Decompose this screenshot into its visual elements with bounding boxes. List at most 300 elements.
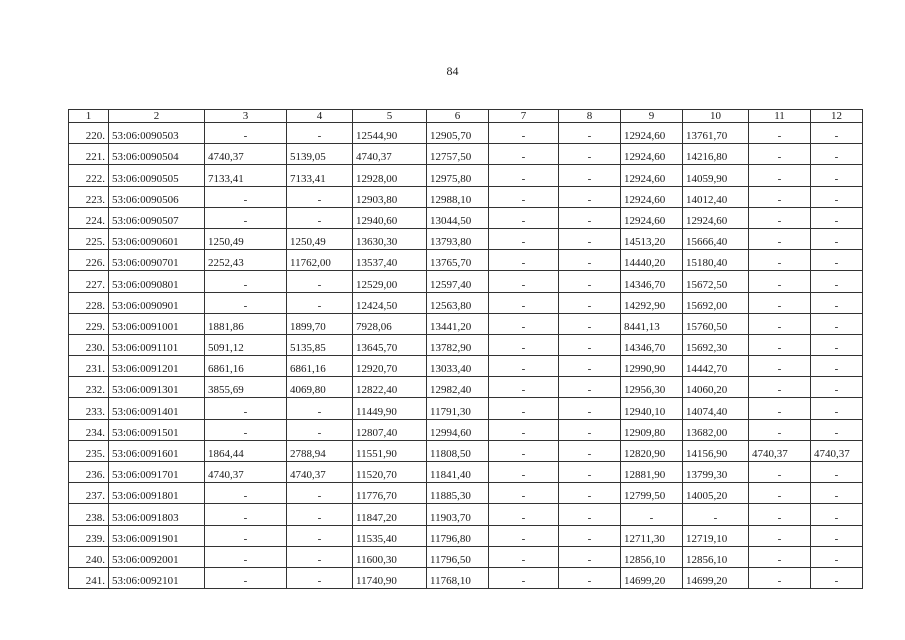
value-cell: 15692,00 [683,292,749,313]
value-cell: - [559,440,621,461]
value-cell: 1250,49 [205,228,287,249]
value-cell: - [287,546,353,567]
value-cell: - [489,377,559,398]
value-cell: 12975,80 [427,165,489,186]
value-cell: - [489,440,559,461]
value-cell: - [559,546,621,567]
value-cell: - [489,398,559,419]
value-cell: - [287,504,353,525]
value-cell: - [559,271,621,292]
value-cell: - [205,483,287,504]
value-cell: - [749,483,811,504]
value-cell: - [489,567,559,588]
value-cell: - [811,207,863,228]
cadastral-code-cell: 53:06:0091001 [109,313,205,334]
value-cell: - [811,186,863,207]
row-number-cell: 230. [69,334,109,355]
header-row [69,110,863,123]
value-cell: - [489,483,559,504]
value-cell: 14074,40 [683,398,749,419]
value-cell: - [749,419,811,440]
value-cell: - [489,546,559,567]
cadastral-code-cell: 53:06:0091701 [109,462,205,483]
row-number-cell: 222. [69,165,109,186]
column-header: 1 [69,110,109,123]
value-cell: 12544,90 [353,123,427,144]
value-cell: 12924,60 [621,165,683,186]
row-number-cell: 229. [69,313,109,334]
value-cell: 13682,00 [683,419,749,440]
value-cell: - [489,186,559,207]
value-cell: - [749,504,811,525]
column-header: 3 [205,110,287,123]
value-cell: 12719,10 [683,525,749,546]
value-cell: 12597,40 [427,271,489,292]
table-row [69,419,863,440]
value-cell: 15180,40 [683,250,749,271]
cadastral-code-cell: 53:06:0090901 [109,292,205,313]
cadastral-code-cell: 53:06:0090601 [109,228,205,249]
value-cell: - [205,504,287,525]
value-cell: 14442,70 [683,356,749,377]
value-cell: - [749,377,811,398]
value-cell: 13765,70 [427,250,489,271]
value-cell: 15760,50 [683,313,749,334]
row-number-cell: 231. [69,356,109,377]
value-cell: - [749,567,811,588]
value-cell: - [489,292,559,313]
value-cell: - [811,250,863,271]
value-cell: - [749,525,811,546]
column-header: 9 [621,110,683,123]
value-cell: 13033,40 [427,356,489,377]
row-number-cell: 236. [69,462,109,483]
value-cell: - [287,398,353,419]
value-cell: 11600,30 [353,546,427,567]
value-cell: 5135,85 [287,334,353,355]
value-cell: 11768,10 [427,567,489,588]
table-row [69,292,863,313]
cadastral-code-cell: 53:06:0090701 [109,250,205,271]
cadastral-code-cell: 53:06:0090503 [109,123,205,144]
column-header: 10 [683,110,749,123]
cadastral-code-cell: 53:06:0090507 [109,207,205,228]
value-cell: 12424,50 [353,292,427,313]
row-number-cell: 238. [69,504,109,525]
value-cell: - [205,123,287,144]
value-cell: 11885,30 [427,483,489,504]
value-cell: - [489,313,559,334]
value-cell: - [205,207,287,228]
value-cell: - [811,356,863,377]
column-header: 5 [353,110,427,123]
table-row [69,165,863,186]
cadastral-code-cell: 53:06:0092101 [109,567,205,588]
value-cell: 11847,20 [353,504,427,525]
value-cell: 7133,41 [287,165,353,186]
value-cell: 2788,94 [287,440,353,461]
cadastral-code-cell: 53:06:0091803 [109,504,205,525]
value-cell: - [205,419,287,440]
value-cell: - [559,313,621,334]
value-cell: 12924,60 [683,207,749,228]
value-cell: 13044,50 [427,207,489,228]
value-cell: 6861,16 [287,356,353,377]
value-cell: - [205,271,287,292]
value-cell: - [749,271,811,292]
value-cell: 5139,05 [287,144,353,165]
value-cell: 11776,70 [353,483,427,504]
row-number-cell: 232. [69,377,109,398]
value-cell: 13645,70 [353,334,427,355]
value-cell: 14699,20 [683,567,749,588]
value-cell: 11903,70 [427,504,489,525]
table-row [69,504,863,525]
value-cell: 15666,40 [683,228,749,249]
value-cell: - [749,165,811,186]
value-cell: - [489,419,559,440]
value-cell: 7133,41 [205,165,287,186]
value-cell: 13630,30 [353,228,427,249]
value-cell: 12757,50 [427,144,489,165]
value-cell: 4740,37 [811,440,863,461]
value-cell: - [811,165,863,186]
value-cell: 12920,70 [353,356,427,377]
value-cell: - [811,271,863,292]
value-cell: - [489,228,559,249]
value-cell: 1250,49 [287,228,353,249]
value-cell: - [205,186,287,207]
value-cell: - [489,165,559,186]
value-cell: 14216,80 [683,144,749,165]
value-cell: 14005,20 [683,483,749,504]
value-cell: - [489,525,559,546]
value-cell: 12881,90 [621,462,683,483]
value-cell: 12940,60 [353,207,427,228]
value-cell: 14513,20 [621,228,683,249]
column-header: 7 [489,110,559,123]
value-cell: 15692,30 [683,334,749,355]
cadastral-code-cell: 53:06:0091601 [109,440,205,461]
value-cell: 12988,10 [427,186,489,207]
value-cell: 11740,90 [353,567,427,588]
value-cell: 14156,90 [683,440,749,461]
value-cell: 4740,37 [205,462,287,483]
value-cell: 12856,10 [621,546,683,567]
value-cell: - [559,292,621,313]
value-cell: - [205,546,287,567]
value-cell: - [489,271,559,292]
value-cell: 12903,80 [353,186,427,207]
value-cell: - [489,123,559,144]
value-cell: - [811,292,863,313]
value-cell: - [559,228,621,249]
value-cell: 14440,20 [621,250,683,271]
value-cell: 12994,60 [427,419,489,440]
row-number-cell: 226. [69,250,109,271]
table-row [69,462,863,483]
table-row [69,313,863,334]
value-cell: 4740,37 [353,144,427,165]
value-cell: - [749,398,811,419]
cadastral-code-cell: 53:06:0091201 [109,356,205,377]
value-cell: - [749,334,811,355]
value-cell: 11841,40 [427,462,489,483]
table-row [69,483,863,504]
cadastral-code-cell: 53:06:0092001 [109,546,205,567]
table-row [69,271,863,292]
table-row [69,334,863,355]
value-cell: - [287,123,353,144]
row-number-cell: 240. [69,546,109,567]
value-cell: - [749,186,811,207]
value-cell: 4069,80 [287,377,353,398]
table-row [69,356,863,377]
value-cell: 11796,50 [427,546,489,567]
value-cell: - [811,567,863,588]
value-cell: 14060,20 [683,377,749,398]
value-cell: - [683,504,749,525]
value-cell: - [287,292,353,313]
value-cell: 12856,10 [683,546,749,567]
value-cell: 11520,70 [353,462,427,483]
value-cell: 14346,70 [621,271,683,292]
value-cell: 12990,90 [621,356,683,377]
value-cell: - [559,419,621,440]
value-cell: - [749,250,811,271]
value-cell: 13441,20 [427,313,489,334]
value-cell: - [205,525,287,546]
row-number-cell: 237. [69,483,109,504]
value-cell: - [559,334,621,355]
value-cell: 14012,40 [683,186,749,207]
value-cell: - [811,377,863,398]
value-cell: - [811,419,863,440]
value-cell: - [489,504,559,525]
value-cell: 12982,40 [427,377,489,398]
value-cell: - [287,186,353,207]
column-header: 8 [559,110,621,123]
value-cell: - [489,144,559,165]
table-row [69,250,863,271]
value-cell: - [749,123,811,144]
value-cell: - [559,250,621,271]
value-cell: - [287,567,353,588]
value-cell: - [749,207,811,228]
value-cell: - [811,483,863,504]
value-cell: 13782,90 [427,334,489,355]
value-cell: - [811,123,863,144]
value-cell: 12956,30 [621,377,683,398]
value-cell: 3855,69 [205,377,287,398]
value-cell: - [811,546,863,567]
column-header: 6 [427,110,489,123]
value-cell: 1899,70 [287,313,353,334]
value-cell: - [559,165,621,186]
value-cell: 12940,10 [621,398,683,419]
cadastral-code-cell: 53:06:0090506 [109,186,205,207]
value-cell: - [749,144,811,165]
value-cell: 13793,80 [427,228,489,249]
value-cell: 12928,00 [353,165,427,186]
value-cell: - [559,207,621,228]
row-number-cell: 224. [69,207,109,228]
table-row [69,377,863,398]
cadastral-code-cell: 53:06:0090801 [109,271,205,292]
value-cell: 11762,00 [287,250,353,271]
value-cell: - [749,292,811,313]
value-cell: 6861,16 [205,356,287,377]
value-cell: - [489,207,559,228]
value-cell: 11808,50 [427,440,489,461]
table-row [69,186,863,207]
value-cell: - [559,186,621,207]
cadastral-value-table [68,109,863,589]
value-cell: - [811,313,863,334]
value-cell: - [559,567,621,588]
value-cell: - [811,398,863,419]
value-cell: 4740,37 [749,440,811,461]
value-cell: 12909,80 [621,419,683,440]
table-row [69,546,863,567]
value-cell: 4740,37 [287,462,353,483]
value-cell: - [811,144,863,165]
value-cell: 2252,43 [205,250,287,271]
value-cell: 15672,50 [683,271,749,292]
value-cell: 11551,90 [353,440,427,461]
value-cell: - [559,525,621,546]
value-cell: - [489,356,559,377]
value-cell: 1881,86 [205,313,287,334]
value-cell: - [559,398,621,419]
value-cell: 13799,30 [683,462,749,483]
value-cell: 14699,20 [621,567,683,588]
table-row [69,207,863,228]
value-cell: 13761,70 [683,123,749,144]
value-cell: - [287,419,353,440]
value-cell: 1864,44 [205,440,287,461]
row-number-cell: 227. [69,271,109,292]
table-row [69,440,863,461]
table-row [69,398,863,419]
table-row [69,144,863,165]
value-cell: 12529,00 [353,271,427,292]
row-number-cell: 223. [69,186,109,207]
column-header: 11 [749,110,811,123]
value-cell: - [489,250,559,271]
row-number-cell: 228. [69,292,109,313]
value-cell: - [811,525,863,546]
row-number-cell: 234. [69,419,109,440]
value-cell: - [287,483,353,504]
value-cell: - [287,271,353,292]
value-cell: - [489,334,559,355]
cadastral-code-cell: 53:06:0090504 [109,144,205,165]
value-cell: - [205,567,287,588]
value-cell: 14292,90 [621,292,683,313]
value-cell: 12822,40 [353,377,427,398]
page-number: 84 [446,64,459,78]
table-body [69,110,863,589]
value-cell: 12820,90 [621,440,683,461]
value-cell: - [811,462,863,483]
cadastral-code-cell: 53:06:0091101 [109,334,205,355]
value-cell: - [559,377,621,398]
value-cell: 11535,40 [353,525,427,546]
value-cell: 14346,70 [621,334,683,355]
value-cell: 12807,40 [353,419,427,440]
value-cell: 5091,12 [205,334,287,355]
value-cell: 12563,80 [427,292,489,313]
cadastral-code-cell: 53:06:0091401 [109,398,205,419]
value-cell: - [489,462,559,483]
value-cell: - [559,504,621,525]
value-cell: 12924,60 [621,186,683,207]
column-header: 12 [811,110,863,123]
value-cell: 8441,13 [621,313,683,334]
value-cell: 7928,06 [353,313,427,334]
value-cell: 12799,50 [621,483,683,504]
cadastral-code-cell: 53:06:0090505 [109,165,205,186]
row-number-cell: 233. [69,398,109,419]
row-number-cell: 241. [69,567,109,588]
value-cell: - [205,292,287,313]
value-cell: - [749,356,811,377]
value-cell: 13537,40 [353,250,427,271]
value-cell: 12924,60 [621,123,683,144]
table-row [69,525,863,546]
column-header: 2 [109,110,205,123]
value-cell: - [749,313,811,334]
value-cell: 12905,70 [427,123,489,144]
value-cell: - [287,207,353,228]
row-number-cell: 225. [69,228,109,249]
row-number-cell: 235. [69,440,109,461]
value-cell: 11796,80 [427,525,489,546]
value-cell: 11791,30 [427,398,489,419]
cadastral-code-cell: 53:06:0091901 [109,525,205,546]
value-cell: 14059,90 [683,165,749,186]
row-number-cell: 221. [69,144,109,165]
value-cell: - [205,398,287,419]
value-cell: - [559,356,621,377]
table-row [69,228,863,249]
value-cell: - [811,334,863,355]
cadastral-code-cell: 53:06:0091501 [109,419,205,440]
value-cell: - [749,462,811,483]
table-row [69,567,863,588]
value-cell: - [559,144,621,165]
value-cell: 11449,90 [353,398,427,419]
value-cell: 4740,37 [205,144,287,165]
value-cell: - [559,483,621,504]
table-row [69,123,863,144]
value-cell: - [559,462,621,483]
value-cell: - [811,228,863,249]
value-cell: - [749,546,811,567]
value-cell: - [621,504,683,525]
value-cell: 12924,60 [621,144,683,165]
cadastral-code-cell: 53:06:0091301 [109,377,205,398]
column-header: 4 [287,110,353,123]
value-cell: - [811,504,863,525]
value-cell: 12924,60 [621,207,683,228]
row-number-cell: 239. [69,525,109,546]
value-cell: - [749,228,811,249]
value-cell: - [559,123,621,144]
value-cell: 12711,30 [621,525,683,546]
row-number-cell: 220. [69,123,109,144]
